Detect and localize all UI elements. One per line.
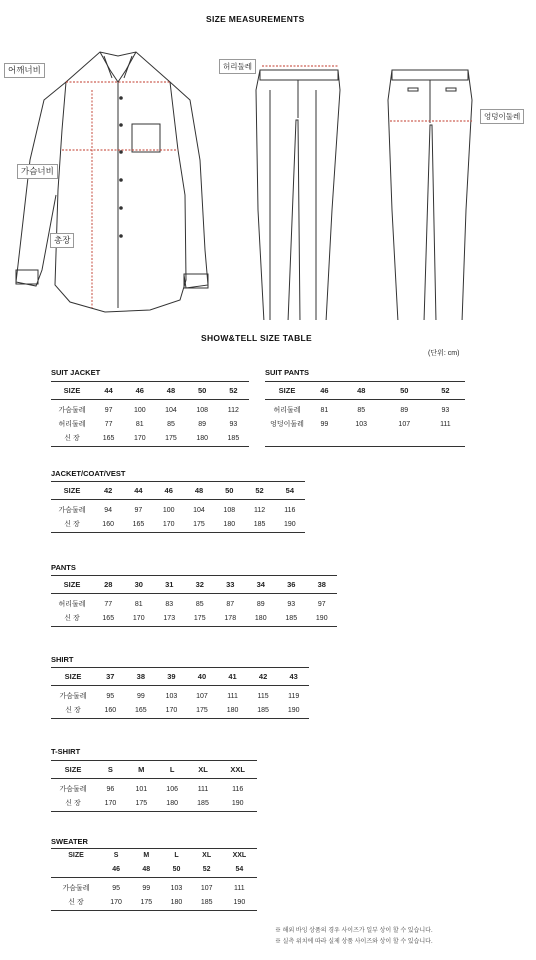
cell: 100	[162, 507, 175, 514]
cell: 99	[142, 885, 151, 892]
unit-label: (단위: cm)	[428, 350, 460, 357]
cell: 97	[104, 407, 113, 414]
cell: 165	[132, 521, 145, 528]
cell: 89	[198, 421, 207, 428]
cell: 165	[102, 615, 115, 622]
cell: 97	[317, 601, 326, 608]
cell: 185	[285, 615, 298, 622]
cell: 180	[166, 800, 178, 807]
cell: 81	[320, 407, 329, 414]
cell: 170	[110, 899, 122, 906]
cell: 87	[226, 601, 235, 608]
cell: 170	[162, 521, 175, 528]
header-cell: SIZE	[63, 485, 81, 495]
header-cell: 46	[135, 385, 144, 395]
row-label: 신 장	[65, 800, 81, 807]
cell: 190	[287, 707, 300, 714]
cell: 116	[284, 507, 296, 514]
header-cell: L	[174, 852, 179, 859]
cell: 103	[170, 885, 183, 892]
cell: 190	[284, 521, 296, 528]
cell: 93	[441, 407, 450, 414]
measurements-title: SIZE MEASUREMENTS	[206, 14, 305, 24]
row-label: 신 장	[64, 615, 80, 622]
header-cell: 50	[197, 385, 207, 395]
cell: 119	[288, 693, 300, 700]
cell: 108	[223, 507, 236, 514]
cell: 99	[136, 693, 145, 700]
cell: 180	[226, 707, 239, 714]
cell: 94	[104, 507, 113, 514]
cell: 175	[193, 615, 206, 622]
header-cell: XXL	[230, 764, 246, 774]
header-cell: 52	[255, 485, 264, 495]
header-cell	[51, 863, 101, 878]
header-cell: 37	[106, 671, 115, 681]
cell: 185	[253, 521, 266, 528]
cell: 93	[287, 601, 296, 608]
header-cell: SIZE	[64, 671, 82, 681]
header-cell: SIZE	[63, 385, 81, 395]
header-cell: 50	[400, 385, 409, 395]
cell: 89	[256, 601, 265, 608]
header-cell: 52	[441, 385, 450, 395]
cell: 104	[193, 507, 205, 514]
cell: 83	[165, 601, 174, 608]
pants-title: PANTS	[51, 563, 76, 572]
shirt-table	[51, 667, 309, 719]
cell: 111	[227, 693, 238, 700]
row-label: 신 장	[64, 521, 80, 528]
header-cell: 38	[136, 671, 146, 681]
header-cell: 48	[142, 866, 151, 873]
shirt-outline	[55, 52, 186, 312]
header-cell: XL	[198, 764, 208, 774]
cell: 180	[223, 521, 236, 528]
cell: 107	[200, 885, 213, 892]
cell: 185	[200, 899, 213, 906]
cell: 160	[104, 707, 117, 714]
cell: 96	[106, 786, 115, 793]
cell: 99	[320, 421, 329, 428]
cell: 173	[163, 615, 176, 622]
header-cell: 54	[235, 866, 244, 873]
header-cell: 50	[172, 866, 181, 873]
cell: 180	[196, 435, 208, 442]
size-table-title: SHOW&TELL SIZE TABLE	[201, 333, 312, 343]
header-cell: 46	[164, 485, 173, 495]
jacket-table	[51, 481, 305, 533]
header-cell: 42	[103, 485, 113, 495]
header-cell: 31	[165, 579, 174, 589]
cell: 85	[195, 601, 204, 608]
header-cell: 52	[202, 866, 211, 873]
header-cell: 46	[112, 866, 120, 873]
header-cell: 54	[285, 485, 295, 495]
cell: 190	[315, 615, 328, 622]
cell: 81	[135, 421, 144, 428]
cell: 77	[104, 601, 113, 608]
cell: 103	[165, 693, 178, 700]
suit-jacket-table	[51, 381, 249, 447]
header-cell: 32	[195, 579, 204, 589]
row-label: 가슴둘레	[58, 507, 86, 514]
sweater-table	[51, 848, 257, 911]
header-cell: 43	[289, 671, 298, 681]
cell: 190	[231, 800, 244, 807]
cell: 175	[140, 899, 153, 906]
row-label: 가슴둘레	[59, 693, 87, 700]
cell: 111	[440, 421, 451, 428]
header-cell: 44	[134, 485, 143, 495]
cell: 165	[135, 707, 147, 714]
suit-pants-title: SUIT PANTS	[265, 368, 310, 377]
cell: 106	[166, 786, 178, 793]
cell: 165	[102, 435, 115, 442]
header-cell: 52	[229, 385, 238, 395]
cell: 111	[234, 885, 245, 892]
row-label: 허리둘레	[273, 407, 301, 414]
cell: 93	[229, 421, 238, 428]
cell: 85	[167, 421, 175, 428]
cell: 170	[132, 615, 145, 622]
header-cell: M	[143, 852, 150, 859]
chest-width-label: 가슴너비	[17, 164, 58, 179]
header-cell: 48	[194, 485, 204, 495]
cell: 170	[133, 435, 146, 442]
pants-table	[51, 575, 337, 627]
jacket-title: JACKET/COAT/VEST	[51, 469, 126, 478]
cell: 178	[224, 615, 237, 622]
header-cell: 39	[167, 671, 176, 681]
cell: 175	[193, 521, 205, 528]
header-cell: 48	[357, 385, 366, 395]
cell: 115	[257, 693, 269, 700]
header-cell: SIZE	[68, 852, 84, 859]
cell: 180	[170, 899, 183, 906]
header-cell: SIZE	[278, 385, 296, 395]
header-cell: S	[113, 852, 119, 859]
cell: 112	[227, 407, 239, 414]
row-label: 허리둘레	[58, 421, 86, 428]
cell: 111	[197, 786, 209, 793]
cell: 175	[135, 800, 148, 807]
header-cell: 48	[166, 385, 176, 395]
cell: 170	[104, 800, 117, 807]
note-line: ※ 실측 위치에 따라 실제 상품 사이즈와 상이 할 수 있습니다.	[275, 939, 433, 945]
header-cell: 50	[225, 485, 234, 495]
sweater-title: SWEATER	[51, 837, 88, 846]
cell: 97	[134, 507, 143, 514]
cell: 81	[134, 601, 143, 608]
header-cell: M	[138, 764, 145, 774]
cell: 112	[253, 507, 266, 514]
header-cell: 40	[197, 671, 207, 681]
cell: 108	[196, 407, 208, 414]
cell: 185	[197, 800, 209, 807]
header-cell: S	[107, 764, 113, 774]
cell: 100	[133, 407, 146, 414]
header-cell: 46	[320, 385, 329, 395]
header-cell: SIZE	[63, 579, 81, 589]
header-cell: 28	[104, 579, 113, 589]
tshirt-table	[51, 760, 257, 812]
header-cell: XL	[202, 852, 212, 859]
header-cell: 44	[104, 385, 113, 395]
row-label: 가슴둘레	[62, 885, 90, 892]
row-label: 가슴둘레	[59, 786, 87, 793]
row-label: 신 장	[65, 707, 81, 714]
row-label: 가슴둘레	[58, 407, 86, 414]
garment-illustrations	[0, 30, 536, 320]
cell: 170	[165, 707, 178, 714]
row-label: 엉덩이둘레	[270, 421, 304, 428]
cell: 104	[165, 407, 177, 414]
cell: 85	[357, 407, 366, 414]
row-label: 신 장	[64, 435, 80, 442]
header-cell: 36	[287, 579, 296, 589]
cell: 103	[355, 421, 368, 428]
header-cell: L	[169, 764, 175, 774]
waist-label: 허리둘레	[219, 59, 256, 74]
note-line: ※ 해외 바잉 상품의 경우 사이즈가 일부 상이 할 수 있습니다.	[275, 928, 433, 934]
header-cell: 42	[258, 671, 268, 681]
row-label: 신 장	[68, 899, 84, 906]
cell: 185	[227, 435, 240, 442]
cell: 190	[233, 899, 246, 906]
cell: 95	[112, 885, 120, 892]
header-cell: 38	[317, 579, 326, 589]
hip-label: 엉덩이둘레	[480, 109, 524, 124]
cell: 95	[106, 693, 115, 700]
header-cell: SIZE	[64, 764, 82, 774]
cell: 175	[196, 707, 208, 714]
header-cell: XXL	[232, 852, 247, 859]
cell: 160	[102, 521, 114, 528]
cell: 180	[254, 615, 267, 622]
shirt-title: SHIRT	[51, 655, 74, 664]
suit-pants-table	[265, 381, 465, 447]
cell: 107	[398, 421, 411, 428]
cell: 107	[196, 693, 208, 700]
header-cell: 41	[228, 671, 237, 681]
total-length-label: 총장	[50, 233, 74, 248]
shoulder-width-label: 어깨너비	[4, 63, 45, 78]
suit-jacket-title: SUIT JACKET	[51, 368, 101, 377]
tshirt-title: T-SHIRT	[51, 747, 81, 756]
cell: 175	[165, 435, 177, 442]
cell: 77	[104, 421, 113, 428]
cell: 89	[400, 407, 409, 414]
header-cell: 30	[134, 579, 143, 589]
header-cell: 33	[226, 579, 235, 589]
cell: 185	[257, 707, 269, 714]
cell: 101	[135, 786, 148, 793]
cell: 116	[232, 786, 244, 793]
row-label: 허리둘레	[58, 601, 86, 608]
header-cell: 34	[256, 579, 265, 589]
